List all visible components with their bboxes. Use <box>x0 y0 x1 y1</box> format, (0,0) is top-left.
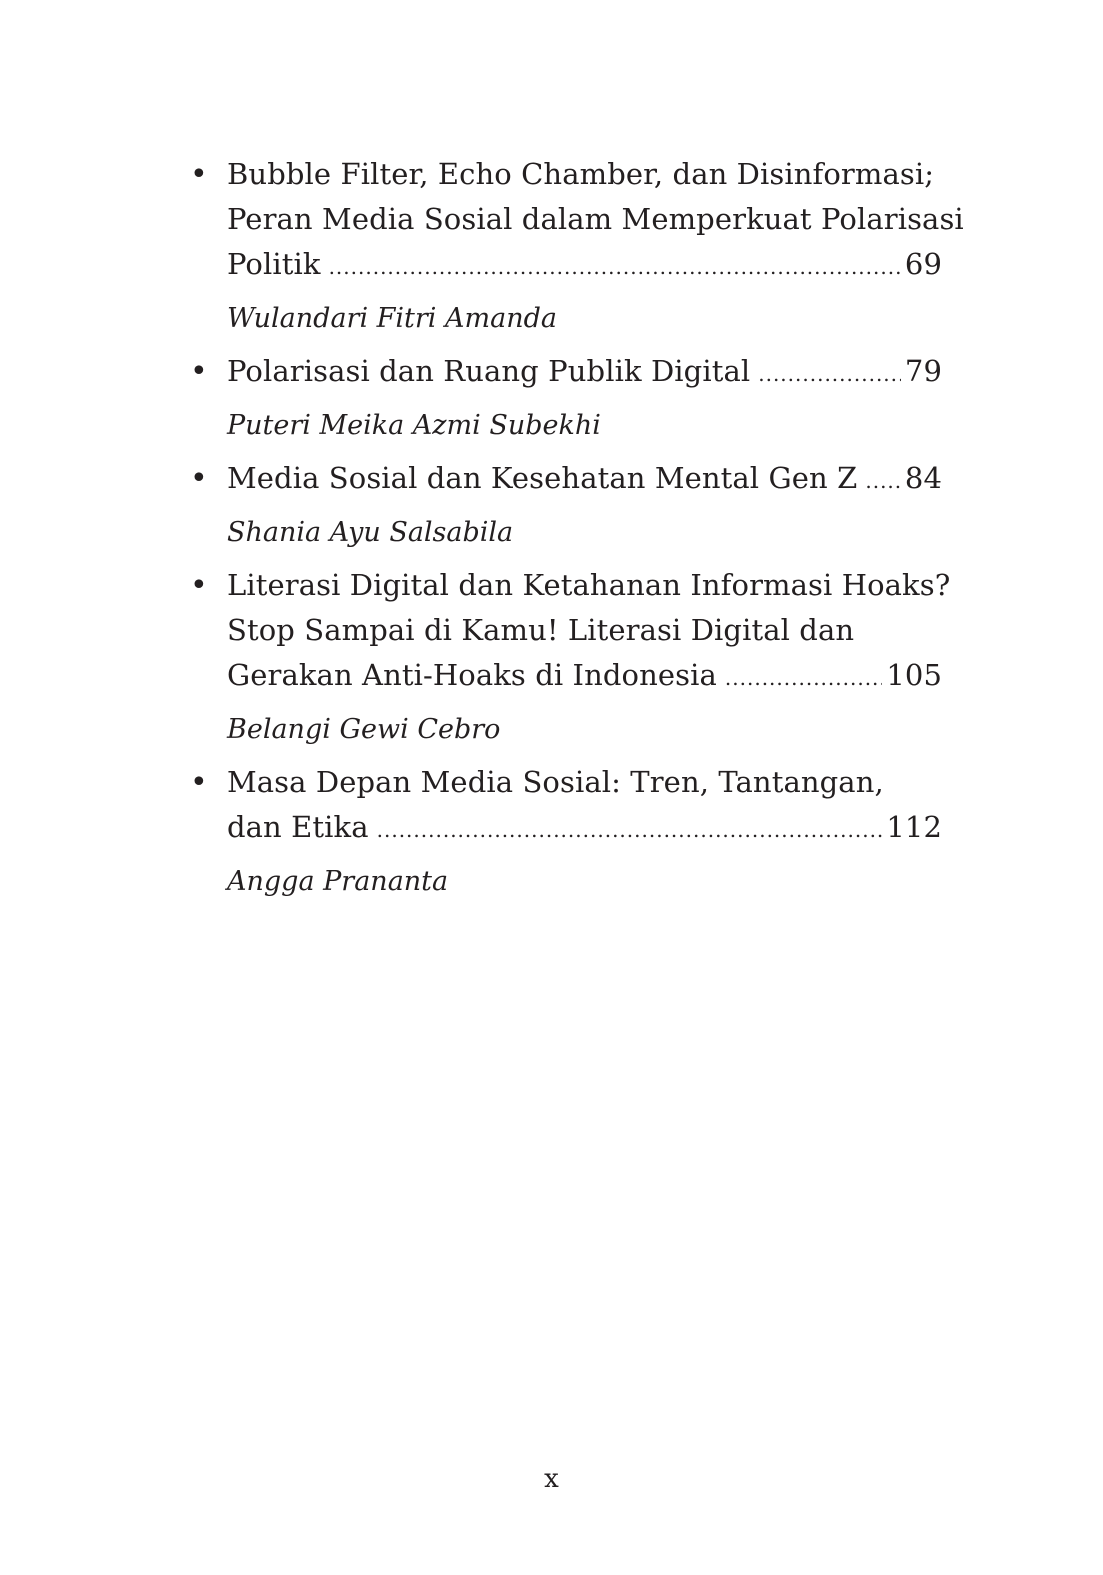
leader-dots <box>377 808 883 853</box>
bullet-icon: • <box>190 568 208 603</box>
leader-dots <box>865 459 901 504</box>
table-of-contents <box>190 152 964 912</box>
toc-entry[interactable] <box>190 456 942 553</box>
toc-entry[interactable] <box>190 760 942 902</box>
entry-title-line: Stop Sampai di Kamu! Literasi Digital dan <box>227 613 855 647</box>
leader-dots <box>329 245 901 290</box>
entry-title-line: Literasi Digital dan Ketahanan Informasi Hoaks? <box>227 568 951 602</box>
entry-title-last-line <box>227 349 942 397</box>
entry-page-number: 69 <box>904 247 942 281</box>
bullet-icon: • <box>190 157 208 192</box>
entry-author: Puteri Meika Azmi Subekhi <box>227 410 601 441</box>
bullet-icon: • <box>190 354 208 389</box>
entry-page-number: 112 <box>886 810 942 844</box>
entry-title-line: Politik <box>227 247 321 281</box>
leader-dots <box>725 656 882 701</box>
entry-author: Wulandari Fitri Amanda <box>227 303 557 334</box>
entry-title-line: Peran Media Sosial dalam Memperkuat Polarisasi <box>227 202 964 236</box>
entry-page-number: 84 <box>904 461 942 495</box>
entry-page-number: 79 <box>904 354 942 388</box>
entry-author: Shania Ayu Salsabila <box>227 517 514 548</box>
entry-title-last-line <box>227 805 942 853</box>
entry-author: Belangi Gewi Cebro <box>227 714 501 745</box>
leader-dots <box>758 352 901 397</box>
toc-entry[interactable] <box>190 563 951 750</box>
bullet-icon: • <box>190 765 208 800</box>
entry-title-line: dan Etika <box>227 810 369 844</box>
entry-title-last-line <box>227 456 942 504</box>
entry-page-number: 105 <box>886 658 942 692</box>
entry-title-line: Media Sosial dan Kesehatan Mental Gen Z <box>227 461 858 495</box>
entry-title-line: Masa Depan Media Sosial: Tren, Tantangan, <box>227 765 884 799</box>
bullet-icon: • <box>190 461 208 496</box>
toc-entry[interactable] <box>190 349 942 446</box>
entry-title-line: Polarisasi dan Ruang Publik Digital <box>227 354 751 388</box>
entry-author: Angga Prananta <box>227 866 449 897</box>
page-number: x <box>544 1464 559 1494</box>
toc-entry[interactable] <box>190 152 964 339</box>
entry-title-line: Bubble Filter, Echo Chamber, dan Disinformasi; <box>227 157 935 191</box>
entry-title-last-line <box>227 242 942 290</box>
entry-title-last-line <box>227 653 942 701</box>
entry-title-line: Gerakan Anti-Hoaks di Indonesia <box>227 658 717 692</box>
